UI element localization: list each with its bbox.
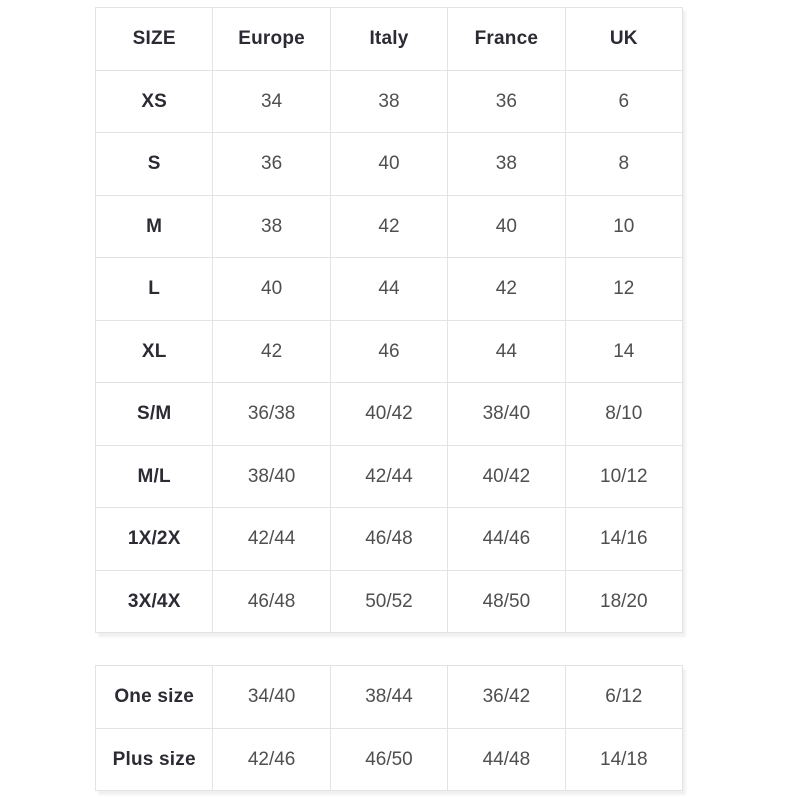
size-cell: XL [96, 320, 213, 383]
value-cell: 42 [448, 258, 565, 321]
value-cell: 8/10 [565, 383, 682, 446]
value-cell: 8 [565, 133, 682, 196]
header-cell-italy: Italy [330, 8, 447, 71]
value-cell: 36/38 [213, 383, 330, 446]
table-row-1x2x [96, 508, 683, 571]
value-cell: 42 [213, 320, 330, 383]
size-cell: Plus size [96, 728, 213, 791]
value-cell: 38 [448, 133, 565, 196]
special-sizes-table [95, 665, 683, 791]
value-cell: 36 [213, 133, 330, 196]
table-row-one-size [96, 666, 683, 729]
size-conversion-table [95, 7, 683, 633]
value-cell: 40 [448, 195, 565, 258]
table-header-row [96, 8, 683, 71]
value-cell: 38/44 [330, 666, 447, 729]
value-cell: 46 [330, 320, 447, 383]
size-cell: 1X/2X [96, 508, 213, 571]
value-cell: 14/16 [565, 508, 682, 571]
value-cell: 42/44 [330, 445, 447, 508]
value-cell: 6 [565, 70, 682, 133]
value-cell: 6/12 [565, 666, 682, 729]
value-cell: 42/46 [213, 728, 330, 791]
value-cell: 46/48 [213, 570, 330, 633]
value-cell: 40 [330, 133, 447, 196]
value-cell: 14 [565, 320, 682, 383]
value-cell: 46/48 [330, 508, 447, 571]
size-cell: M [96, 195, 213, 258]
value-cell: 34/40 [213, 666, 330, 729]
value-cell: 40 [213, 258, 330, 321]
table-row-plus-size [96, 728, 683, 791]
table-row-m [96, 195, 683, 258]
header-cell-europe: Europe [213, 8, 330, 71]
value-cell: 34 [213, 70, 330, 133]
value-cell: 46/50 [330, 728, 447, 791]
table-row-xl [96, 320, 683, 383]
value-cell: 42/44 [213, 508, 330, 571]
value-cell: 44 [448, 320, 565, 383]
table-row-l [96, 258, 683, 321]
value-cell: 42 [330, 195, 447, 258]
value-cell: 18/20 [565, 570, 682, 633]
value-cell: 40/42 [330, 383, 447, 446]
size-cell: XS [96, 70, 213, 133]
value-cell: 38/40 [213, 445, 330, 508]
size-cell: One size [96, 666, 213, 729]
value-cell: 12 [565, 258, 682, 321]
value-cell: 50/52 [330, 570, 447, 633]
value-cell: 38 [213, 195, 330, 258]
size-cell: 3X/4X [96, 570, 213, 633]
size-cell: S/M [96, 383, 213, 446]
header-cell-size: SIZE [96, 8, 213, 71]
value-cell: 44 [330, 258, 447, 321]
value-cell: 48/50 [448, 570, 565, 633]
value-cell: 14/18 [565, 728, 682, 791]
value-cell: 40/42 [448, 445, 565, 508]
table-row-sm [96, 383, 683, 446]
value-cell: 36 [448, 70, 565, 133]
value-cell: 38 [330, 70, 447, 133]
value-cell: 36/42 [448, 666, 565, 729]
size-cell: S [96, 133, 213, 196]
table-row-3x4x [96, 570, 683, 633]
header-cell-uk: UK [565, 8, 682, 71]
value-cell: 44/46 [448, 508, 565, 571]
value-cell: 10/12 [565, 445, 682, 508]
table-row-ml [96, 445, 683, 508]
size-cell: M/L [96, 445, 213, 508]
value-cell: 38/40 [448, 383, 565, 446]
table-row-xs [96, 70, 683, 133]
table-row-s [96, 133, 683, 196]
size-cell: L [96, 258, 213, 321]
value-cell: 44/48 [448, 728, 565, 791]
header-cell-france: France [448, 8, 565, 71]
value-cell: 10 [565, 195, 682, 258]
